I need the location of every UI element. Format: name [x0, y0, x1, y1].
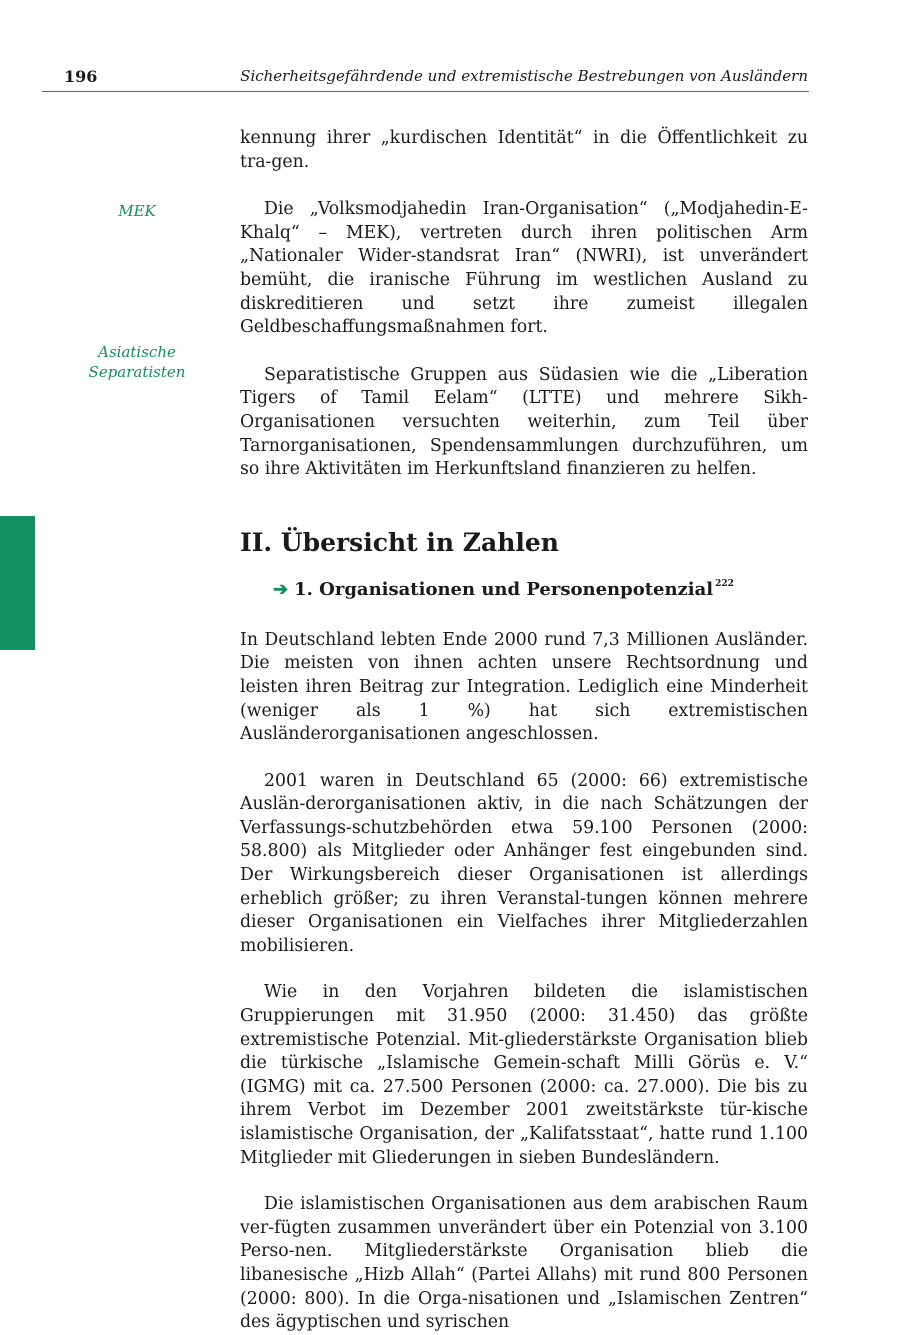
running-head: Sicherheitsgefährdende und extremistische Bestrebungen von Ausländern [240, 67, 808, 85]
footnote-reference: 222 [715, 578, 734, 589]
paragraph-arab: Die islamistischen Organisationen aus dem arabischen Raum ver-fügten zusammen unverändert über ein Potenzial von 3.100 Perso-nen. Mitgliederstärkste Organisation blieb die libanesische „Hizb Allah“ (Partei Allahs) mit rund 800 Personen (2000: 800). In die Orga-nisationen und „Islamischen Zentren“ des ägyptischen und syrischen [240, 1194, 808, 1333]
margin-note-mek: MEK [118, 202, 156, 220]
chapter-side-tab [0, 516, 35, 650]
arrow-right-icon: ➔ [273, 578, 289, 600]
paragraph-count-2001: 2001 waren in Deutschland 65 (2000: 66) extremistische Auslän-derorganisationen aktiv, in die nach Schätzungen der Verfassungs-schutzbehörden etwa 59.100 Personen (2000: 58.800) als Mitglieder oder Anhänger fest eingebunden sind. Der Wirkungsbereich dieser Organisationen ist allerdings erheblich größer; zu ihren Veranstal-tungen können mehrere dieser Organisationen ein Vielfaches ihrer Mitgliederzahlen mobilisieren. [240, 770, 808, 956]
margin-note-asiatische-separatisten [62, 342, 212, 382]
subsection-heading [273, 572, 808, 602]
paragraph-intro: In Deutschland lebten Ende 2000 rund 7,3 Millionen Ausländer. Die meisten von ihnen achten unsere Rechtsordnung und leisten ihren Beitrag zur Integration. Lediglich eine Minderheit (weniger als 1 %) hat sich extremistischen Ausländerorganisationen angeschlossen. [240, 629, 808, 745]
header-rule [42, 91, 809, 92]
margin-note-asia-line1: Asiatische [98, 343, 176, 361]
paragraph-separatists: Separatistische Gruppen aus Südasien wie die „Liberation Tigers of Tamil Eelam“ (LTTE) und mehrere Sikh-Organisationen versuchten weiterhin, zum Teil über Tarnorganisationen, Spendensammlungen durchzuführen, um so ihre Aktivitäten im Herkunftsland finanzieren zu helfen. [240, 364, 808, 480]
paragraph-mek: Die „Volksmodjahedin Iran-Organisation“ („Modjahedin-E-Khalq“ – MEK), vertreten durch ihren politischen Arm „Nationaler Wider-standsrat Iran“ (NWRI), ist unverändert bemüht, die iranische Führung im westlichen Ausland zu diskreditieren und setzt ihre zumeist illegalen Geldbeschaffungsmaßnahmen fort. [240, 199, 808, 338]
paragraph-continuation: kennung ihrer „kurdischen Identität“ in die Öffentlichkeit zu tra-gen. [240, 128, 808, 172]
main-text-column [240, 127, 808, 1335]
page-number: 196 [64, 67, 98, 86]
subsection-title: 1. Organisationen und Personenpotenzial [294, 578, 714, 600]
section-heading: II. Übersicht in Zahlen [240, 527, 559, 557]
margin-note-asia-line2: Separatisten [88, 363, 186, 381]
paragraph-islamist: Wie in den Vorjahren bildeten die islamistischen Gruppierungen mit 31.950 (2000: 31.450) das größte extremistische Potenzial. Mit-gliederstärkste Organisation blieb die türkische „Islamische Gemein-schaft Milli Görüs e. V.“ (IGMG) mit ca. 27.500 Personen (2000: ca. 27.000). Die bis zu ihrem Verbot im Dezember 2001 zweitstärkste tür-kische islamistische Organisation, der „Kalifatsstaat“, hatte rund 1.100 Mitglieder mit Gliederungen in sieben Bundesländern. [240, 982, 808, 1168]
